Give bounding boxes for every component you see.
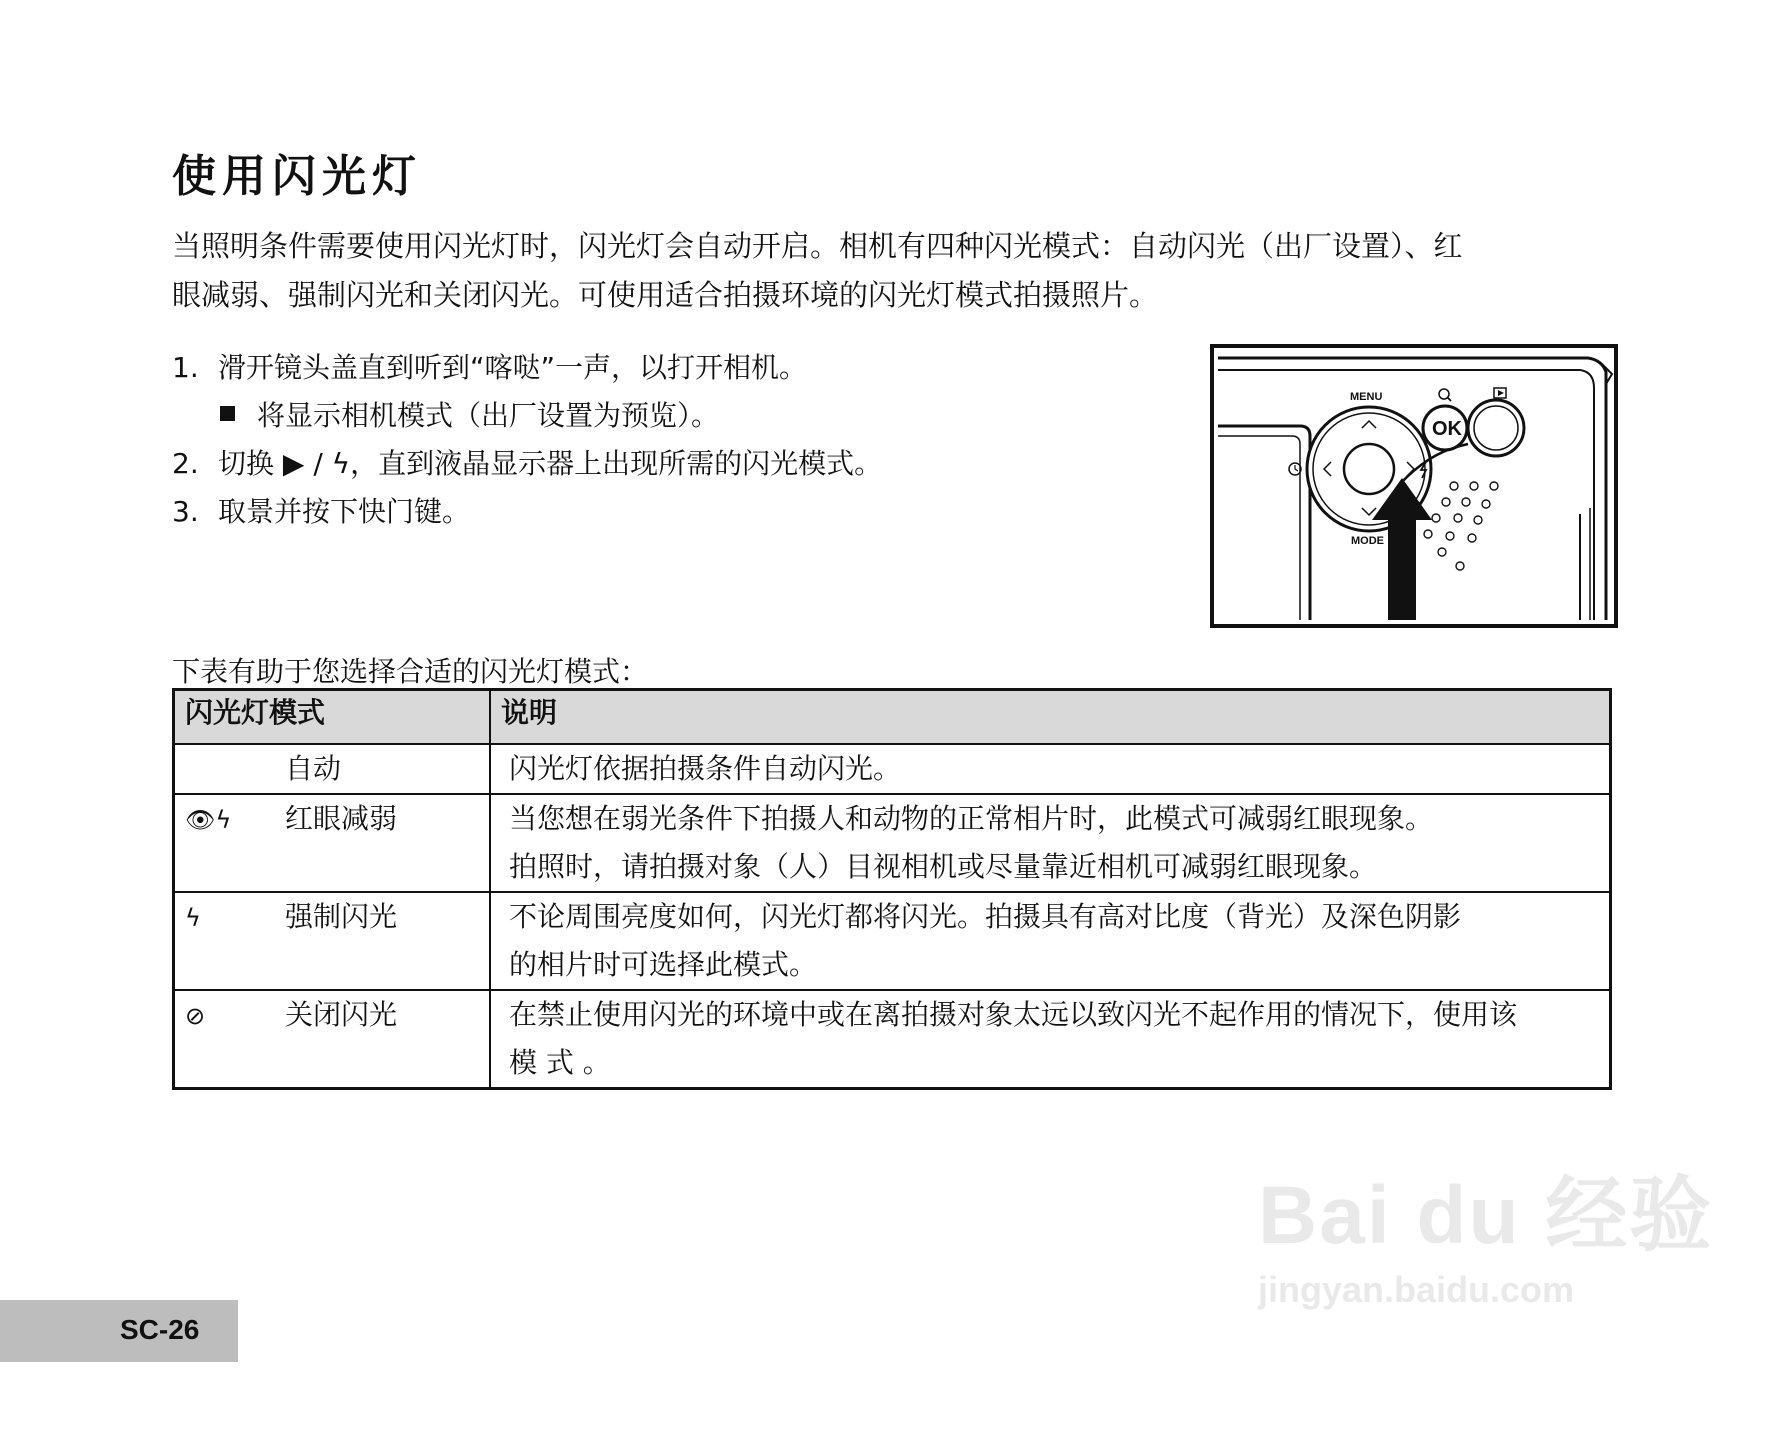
- baidu-watermark: [1258, 1150, 1713, 1311]
- shutter-button: [1468, 400, 1524, 456]
- mode-name: 强制闪光: [285, 900, 398, 933]
- mode-label: MODE: [1351, 535, 1384, 547]
- description-line: 模 式 。: [509, 1046, 611, 1079]
- description-cell: [490, 794, 1611, 892]
- step-item: [172, 344, 882, 392]
- table-row: [174, 990, 1611, 1089]
- description-cell: [490, 892, 1611, 990]
- mode-cell: [174, 794, 491, 892]
- mode-name: 自动: [285, 752, 342, 785]
- camera-illustration: [1210, 344, 1622, 630]
- flash-on-icon: ϟ: [185, 904, 201, 932]
- red-eye-flash-icon: 👁ϟ: [185, 806, 232, 834]
- intro-paragraph: [172, 222, 1632, 320]
- header-flash-mode: 闪光灯模式: [174, 690, 491, 745]
- page-title: 使用闪光灯: [172, 151, 422, 202]
- step-text: 取景并按下快门键。: [218, 495, 471, 528]
- mode-cell: [174, 990, 491, 1089]
- intro-line: 眼减弱、强制闪光和关闭闪光。可使用适合拍摄环境的闪光灯模式拍摄照片。: [172, 278, 1159, 312]
- step-subtext: 将显示相机模式（出厂设置为预览）。: [257, 399, 720, 432]
- step-item: [172, 488, 882, 536]
- flash-mode-table: [172, 688, 1612, 1090]
- center-button: [1344, 444, 1394, 494]
- description-cell: [490, 744, 1611, 794]
- description-line: 的相片时可选择此模式。: [509, 948, 818, 981]
- step-number: 3.: [172, 495, 199, 528]
- step-number: 2.: [172, 447, 199, 480]
- step-subitem: [172, 392, 882, 440]
- table-header-row: [174, 690, 1611, 745]
- mode-cell: [174, 744, 491, 794]
- watermark-brand: Bai du 经验: [1258, 1170, 1714, 1261]
- description-line: 当您想在弱光条件下拍摄人和动物的正常相片时，此模式可减弱红眼现象。: [509, 802, 1434, 835]
- table-row: [174, 744, 1611, 794]
- description-line: 拍照时，请拍摄对象（人）目视相机或尽量靠近相机可减弱红眼现象。: [509, 850, 1378, 883]
- ok-label: OK: [1432, 418, 1462, 440]
- header-description: 说明: [490, 690, 1611, 745]
- step-item: [172, 440, 882, 488]
- description-line: 在禁止使用闪光的环境中或在离拍摄对象太远以致闪光不起作用的情况下，使用该: [509, 998, 1518, 1031]
- page-number: SC-26: [120, 1314, 200, 1345]
- page-number-tab: [0, 1300, 238, 1362]
- mode-cell: [174, 892, 491, 990]
- mode-name: 红眼减弱: [285, 802, 398, 835]
- steps-list: [172, 344, 882, 536]
- table-row: [174, 794, 1611, 892]
- step-number: 1.: [172, 351, 199, 384]
- table-row: [174, 892, 1611, 990]
- flash-off-icon: ⊘: [185, 1002, 206, 1030]
- square-bullet-icon: [220, 406, 235, 421]
- description-line: 不论周围亮度如何，闪光灯都将闪光。拍摄具有高对比度（背光）及深色阴影: [509, 900, 1462, 933]
- intro-line: 当照明条件需要使用闪光灯时，闪光灯会自动开启。相机有四种闪光模式：自动闪光（出厂设置）、红: [172, 229, 1463, 263]
- step-text: 滑开镜头盖直到听到“喀哒”一声，以打开相机。: [218, 351, 808, 384]
- step-text: 切换 ▶ / ϟ，直到液晶显示器上出现所需的闪光模式。: [218, 447, 883, 480]
- description-cell: [490, 990, 1611, 1089]
- table-intro: 下表有助于您选择合适的闪光灯模式：: [172, 655, 649, 688]
- watermark-url: jingyan.baidu.com: [1258, 1269, 1575, 1310]
- menu-label: MENU: [1350, 391, 1383, 403]
- mode-name: 关闭闪光: [285, 998, 398, 1031]
- description-line: 闪光灯依据拍摄条件自动闪光。: [509, 752, 902, 785]
